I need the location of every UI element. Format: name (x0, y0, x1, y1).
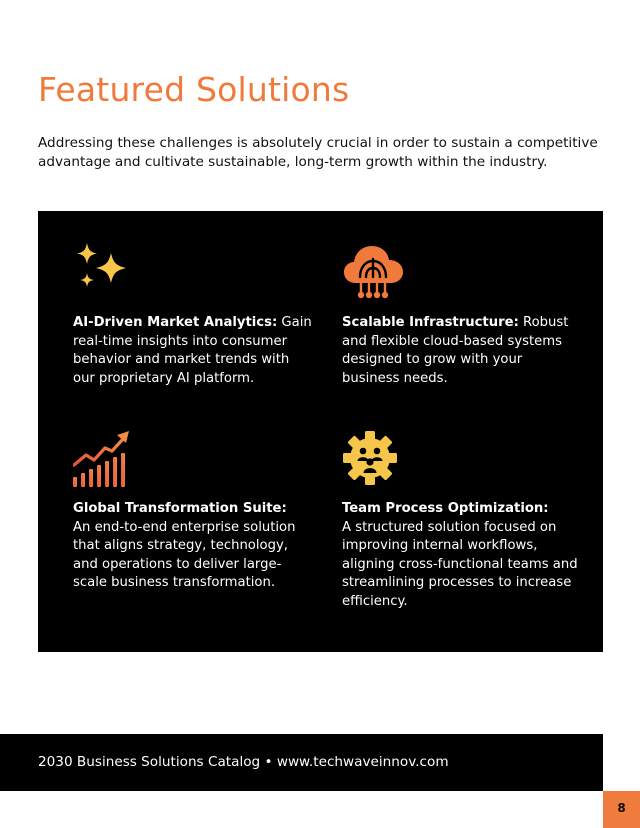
solution-description: A structured solution focused on improving internal workflows, aligning cross-functional teams and streamlining processes to increase efficiency. (342, 519, 578, 609)
solution-text (342, 314, 582, 388)
solution-text (73, 500, 313, 593)
page-title: Featured Solutions (38, 70, 350, 109)
solution-title: Global Transformation Suite: (73, 501, 287, 516)
sparkles-icon (73, 241, 135, 303)
solution-text (342, 500, 582, 611)
solution-text (73, 314, 313, 388)
solution-description: An end-to-end enterprise solution that aligns strategy, technology, and operations to deliver large-scale business transformation. (73, 519, 296, 590)
intro-paragraph: Addressing these challenges is absolutely crucial in order to sustain a competitive advantage and cultivate sustainable, long-term growth within the industry. (38, 135, 598, 170)
team-gear-icon (342, 431, 404, 493)
solution-description: Gain real-time insights into consumer behavior and market trends with our proprietary AI platform. (73, 315, 312, 386)
solution-title: AI-Driven Market Analytics: (73, 315, 278, 330)
page-number-box (603, 791, 640, 828)
growth-chart-icon (73, 431, 135, 493)
cloud-network-icon (342, 241, 404, 303)
solutions-panel (38, 211, 603, 652)
footer-text: 2030 Business Solutions Catalog • www.techwaveinnov.com (38, 754, 449, 770)
solution-title: Team Process Optimization: (342, 501, 549, 516)
footer-bar (0, 734, 603, 791)
solution-description: Robust and flexible cloud-based systems designed to grow with your business needs. (342, 315, 569, 386)
page-number: 8 (617, 801, 626, 815)
solution-title: Scalable Infrastructure: (342, 315, 519, 330)
